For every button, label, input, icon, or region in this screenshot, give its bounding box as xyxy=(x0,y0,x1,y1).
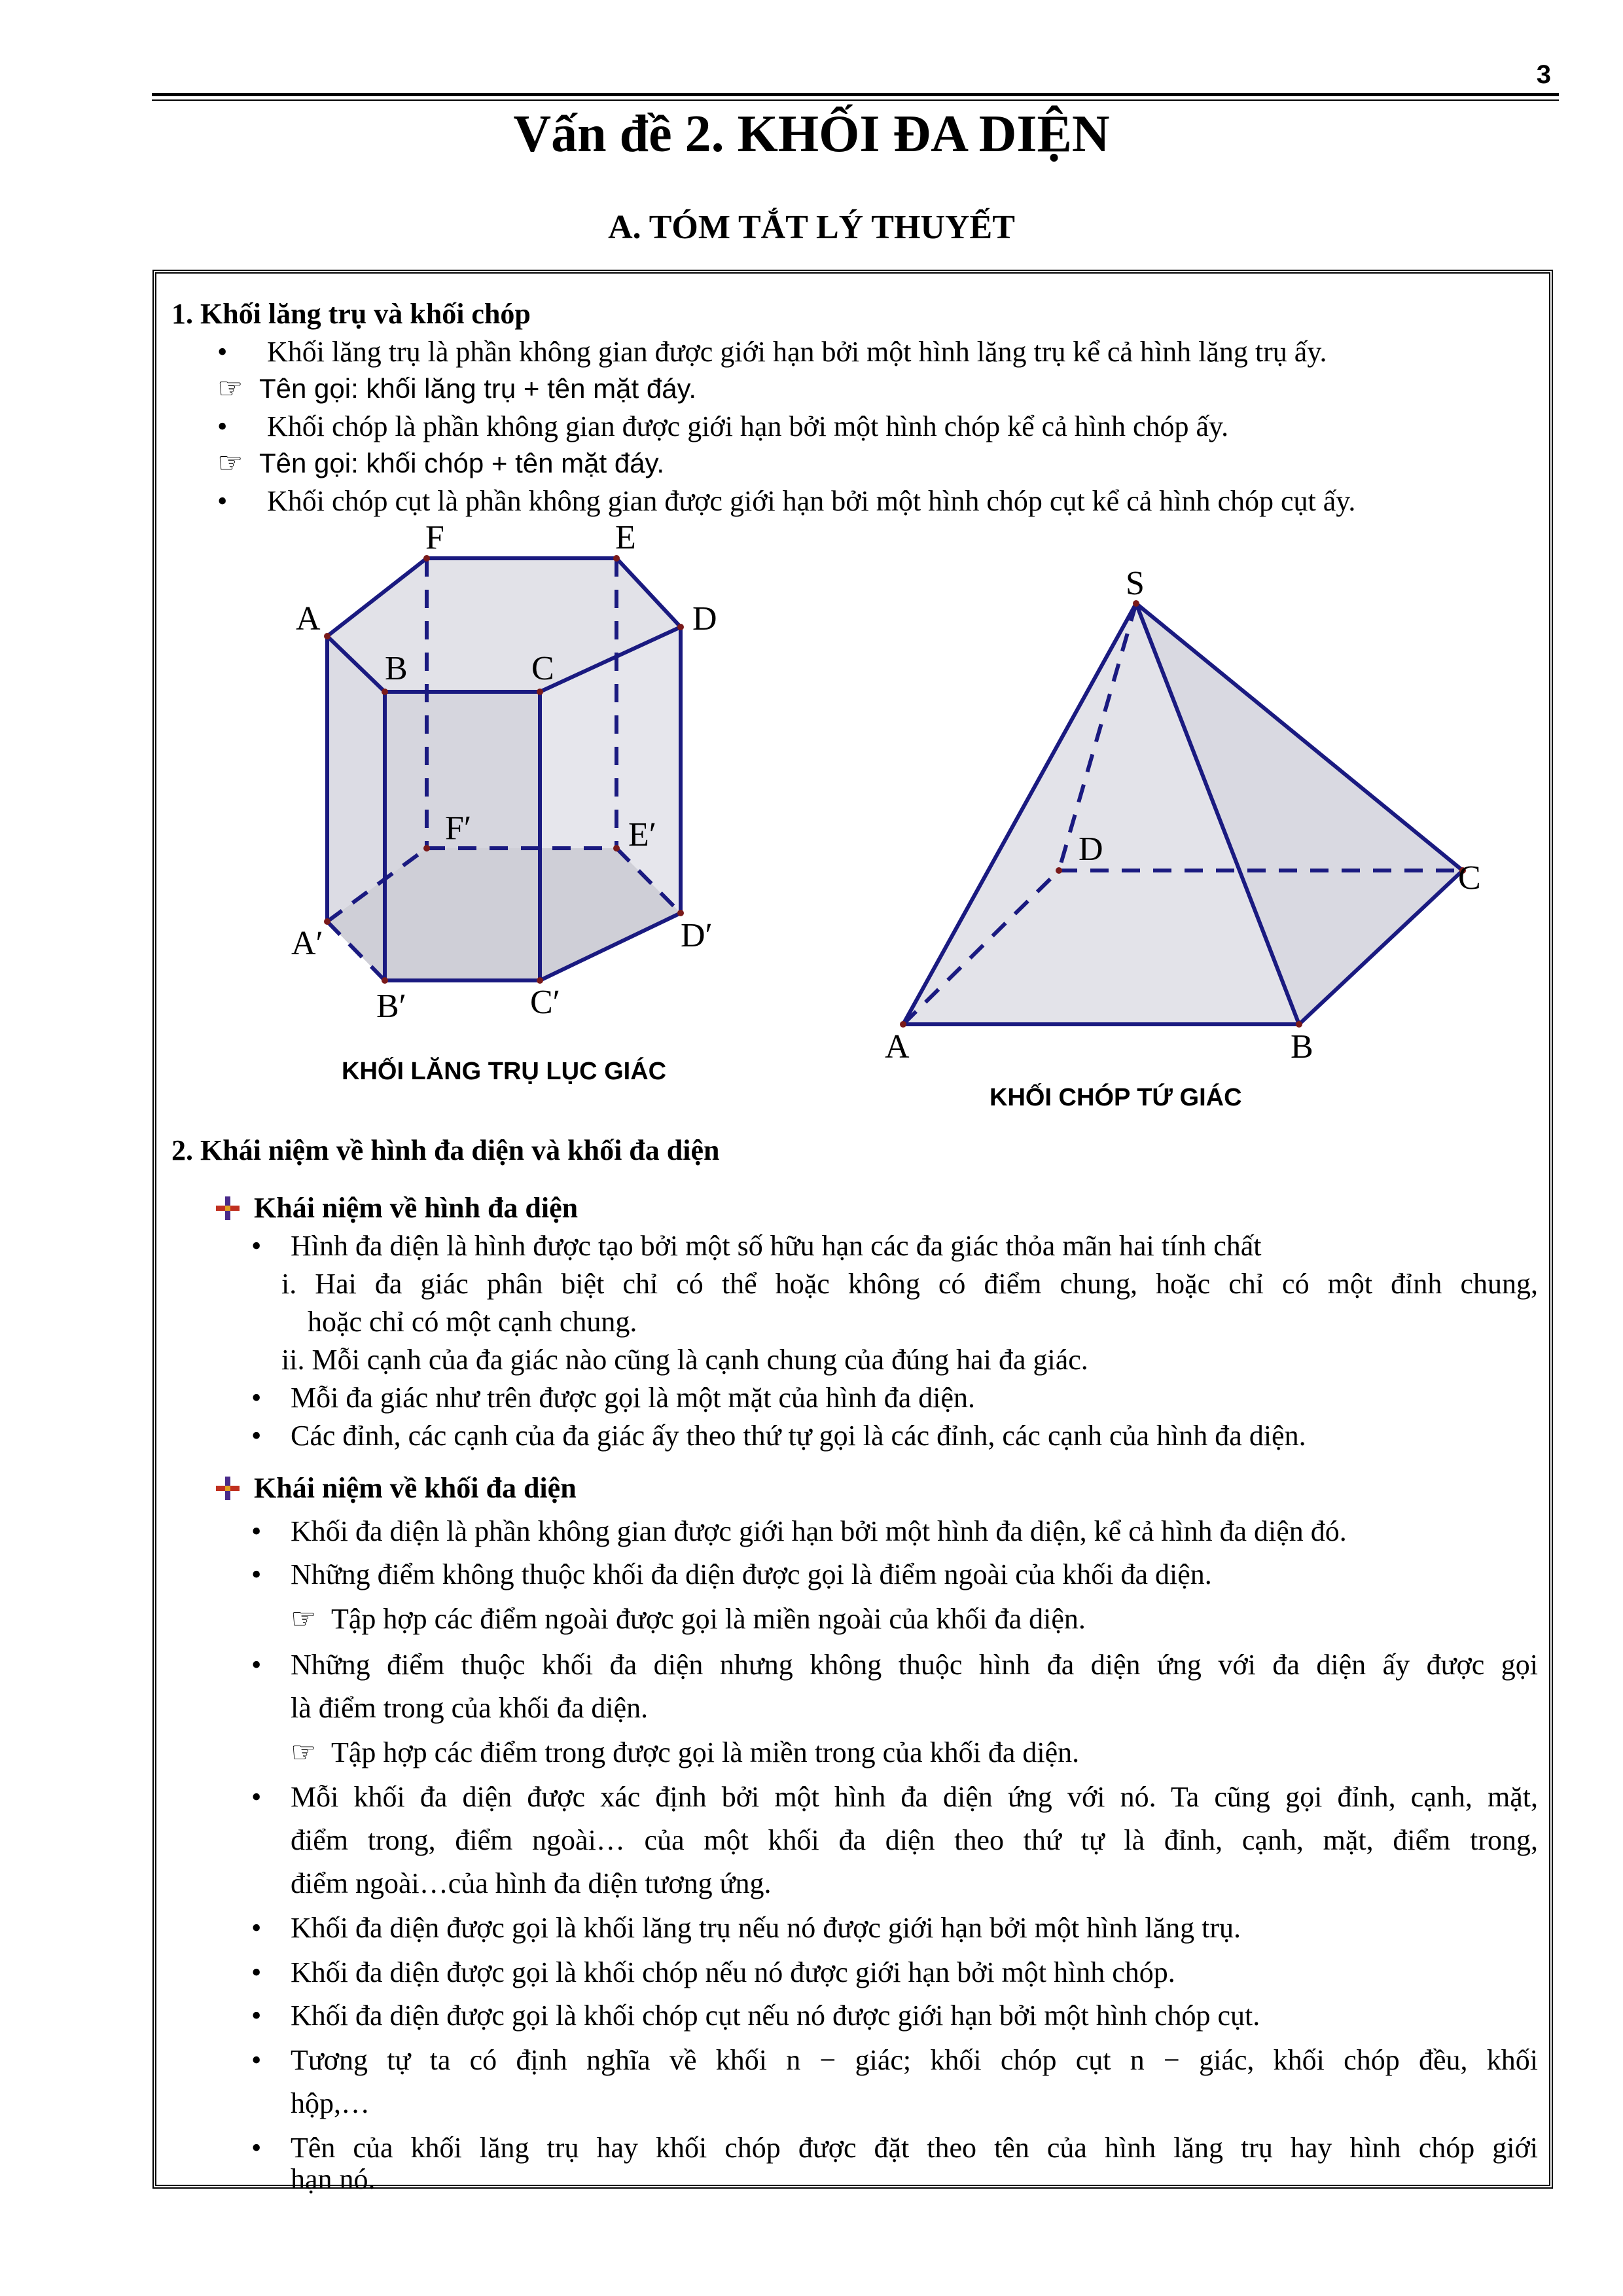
section2-heading: 2. Khái niệm về hình đa diện và khối đa diện xyxy=(171,1134,720,1166)
sub2-bullet-5: Khối đa diện được gọi là khối lăng trụ nếu nó được giới hạn bởi một hình lăng trụ. xyxy=(291,1912,1241,1944)
sub2-bullet-2: Những điểm không thuộc khối đa diện được gọi là điểm ngoài của khối đa diện. xyxy=(291,1558,1212,1590)
pyramid-label-D: D xyxy=(1079,831,1103,868)
pyramid-label-C: C xyxy=(1458,859,1481,897)
prism-label-A-prime: A′ xyxy=(291,925,323,962)
sub2-bullet-4-line3: điểm ngoài…của hình đa diện tương ứng. xyxy=(291,1867,772,1899)
bullet-glyph: • xyxy=(217,410,228,442)
sub2-note-3: Tập hợp các điểm trong được gọi là miền trong của khối đa diện. xyxy=(331,1736,1080,1768)
bullet-glyph: • xyxy=(251,2044,262,2076)
sub1-heading: Khái niệm về hình đa diện xyxy=(254,1192,579,1224)
pyramid-faces xyxy=(903,603,1463,1024)
pyramid-label-A: A xyxy=(885,1028,910,1066)
s1-item-1: Khối lăng trụ là phần không gian được giới hạn bởi một hình lăng trụ kể cả hình lăng trụ ấy. xyxy=(267,336,1327,368)
sub2-bullet-8-line1: Tương tự ta có định nghĩa về khối n − giác; khối chóp cụt n − giác, khối chóp đều, khối xyxy=(291,2044,1538,2076)
s1-item-2: Tên gọi: khối lăng trụ + tên mặt đáy. xyxy=(259,373,697,404)
prism-label-F: F xyxy=(425,519,444,556)
sub2-bullet-4-line2: điểm trong, điểm ngoài… của một khối đa diện theo thứ tự là đỉnh, cạnh, mặt, điểm trong, xyxy=(291,1824,1538,1856)
bullet-glyph: • xyxy=(251,2132,262,2164)
prism-label-F-prime: F′ xyxy=(445,810,472,847)
bullet-glyph: • xyxy=(217,485,228,517)
sub2-heading: Khái niệm về khối đa diện xyxy=(254,1472,577,1504)
sub2-bullet-8-line2: hộp,… xyxy=(291,2087,370,2119)
bullet-glyph: • xyxy=(217,336,228,368)
bullet-glyph: • xyxy=(251,1230,262,1262)
section1-heading: 1. Khối lăng trụ và khối chóp xyxy=(171,298,531,330)
bullet-glyph: • xyxy=(251,1382,262,1414)
sub1-bullet-2: Mỗi đa giác như trên được gọi là một mặt của hình đa diện. xyxy=(291,1382,976,1414)
note-icon: ☞ xyxy=(291,1736,317,1768)
s1-item-5: Khối chóp cụt là phần không gian được giới hạn bởi một hình chóp cụt kể cả hình chóp cụt ấy. xyxy=(267,485,1356,517)
page-title: Vấn đề 2. KHỐI ĐA DIỆN xyxy=(513,105,1110,163)
pyramid-label-S: S xyxy=(1126,565,1145,602)
bullet-glyph: • xyxy=(251,1781,262,1813)
sub2-bullet-6: Khối đa diện được gọi là khối chóp nếu nó được giới hạn bởi một hình chóp. xyxy=(291,1956,1175,1988)
prism-label-D-prime: D′ xyxy=(681,917,713,954)
bullet-glyph: • xyxy=(251,1420,262,1452)
sub1-item-i-line1: i. Hai đa giác phân biệt chỉ có thể hoặc không có điểm chung, hoặc chỉ có một đỉnh chung, xyxy=(281,1268,1538,1300)
pyramid-caption: KHỐI CHÓP TỨ GIÁC xyxy=(990,1084,1242,1111)
prism-label-B: B xyxy=(385,650,408,687)
sub2-bullet-7: Khối đa diện được gọi là khối chóp cụt nếu nó được giới hạn bởi một hình chóp cụt. xyxy=(291,2000,1260,2032)
sub1-intro: Hình đa diện là hình được tạo bởi một số hữu hạn các đa giác thỏa mãn hai tính chất xyxy=(291,1230,1262,1262)
note-icon: ☞ xyxy=(217,447,243,479)
sub1-bullet-3: Các đỉnh, các cạnh của đa giác ấy theo thứ tự gọi là các đỉnh, các cạnh của hình đa diện. xyxy=(291,1420,1306,1452)
note-icon: ☞ xyxy=(291,1603,317,1635)
sub1-item-ii: ii. Mỗi cạnh của đa giác nào cũng là cạnh chung của đúng hai đa giác. xyxy=(281,1344,1088,1376)
note-icon: ☞ xyxy=(217,372,243,404)
prism-label-E-prime: E′ xyxy=(628,816,657,853)
sub2-note-2: Tập hợp các điểm ngoài được gọi là miền ngoài của khối đa diện. xyxy=(331,1603,1086,1635)
prism-label-C: C xyxy=(531,650,554,687)
pyramid-label-B: B xyxy=(1291,1028,1313,1066)
sub2-bullet-3-line2: là điểm trong của khối đa diện. xyxy=(291,1692,649,1724)
plus-icon xyxy=(215,1195,241,1221)
section-subtitle: A. TÓM TẮT LÝ THUYẾT xyxy=(608,209,1015,246)
sub2-bullet-3-line1: Những điểm thuộc khối đa diện nhưng không thuộc hình đa diện ứng với đa diện ấy được gọi xyxy=(291,1649,1538,1681)
bullet-glyph: • xyxy=(251,1649,262,1681)
bullet-glyph: • xyxy=(251,1558,262,1590)
s1-item-4: Tên gọi: khối chóp + tên mặt đáy. xyxy=(259,448,665,478)
sub2-bullet-1: Khối đa diện là phần không gian được giới hạn bởi một hình đa diện, kể cả hình đa diện đó. xyxy=(291,1515,1347,1547)
prism-caption: KHỐI LĂNG TRỤ LỤC GIÁC xyxy=(342,1058,667,1085)
plus-icon xyxy=(215,1475,241,1501)
page-number: 3 xyxy=(1536,60,1551,89)
bullet-glyph: • xyxy=(251,2000,262,2032)
sub2-bullet-9-line2: hạn nó. xyxy=(291,2163,376,2195)
sub1-item-i-line2: hoặc chỉ có một cạnh chung. xyxy=(308,1306,637,1338)
prism-label-A: A xyxy=(296,600,321,637)
bullet-glyph: • xyxy=(251,1515,262,1547)
sub2-bullet-9-line1: Tên của khối lăng trụ hay khối chóp được đặt theo tên của hình lăng trụ hay hình chóp giới xyxy=(291,2132,1538,2164)
prism-label-B-prime: B′ xyxy=(376,988,407,1025)
prism-label-C-prime: C′ xyxy=(530,984,561,1021)
bullet-glyph: • xyxy=(251,1912,262,1944)
bullet-glyph: • xyxy=(251,1956,262,1988)
s1-item-3: Khối chóp là phần không gian được giới hạn bởi một hình chóp kể cả hình chóp ấy. xyxy=(267,410,1229,442)
prism-label-E: E xyxy=(615,519,636,556)
prism-label-D: D xyxy=(692,600,717,637)
sub2-bullet-4-line1: Mỗi khối đa diện được xác định bởi một hình đa diện ứng với nó. Ta cũng gọi đỉnh, cạnh, mặt, xyxy=(291,1781,1538,1813)
